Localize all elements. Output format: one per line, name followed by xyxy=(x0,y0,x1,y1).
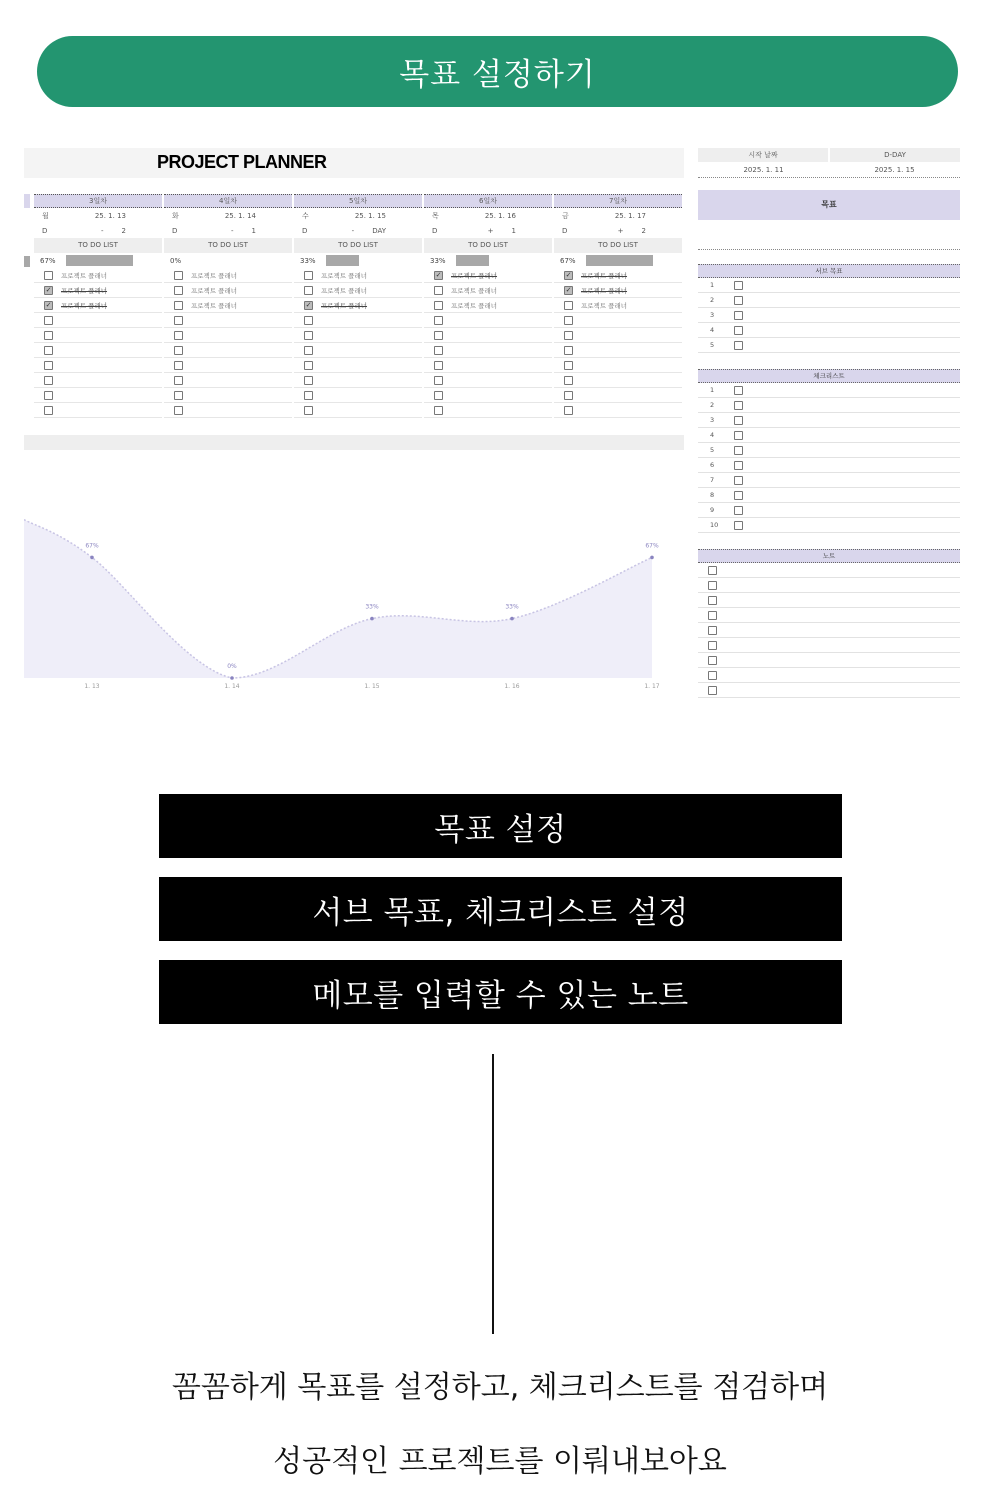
task-checkbox[interactable] xyxy=(44,406,53,415)
task-row xyxy=(424,343,552,358)
header-title: 목표 설정하기 xyxy=(37,36,958,107)
progress-bar xyxy=(66,255,133,266)
task-row xyxy=(164,343,292,358)
side-list-row xyxy=(698,443,960,458)
row-number: 9 xyxy=(710,506,715,514)
chart-area xyxy=(24,520,652,678)
planner-sidebar xyxy=(698,148,960,698)
row-marker xyxy=(24,256,30,267)
task-checkbox[interactable] xyxy=(174,376,183,385)
day-label: 7일차 xyxy=(554,194,682,208)
dday-row xyxy=(294,223,422,238)
row-checkbox[interactable] xyxy=(734,521,743,530)
day-label: 5일차 xyxy=(294,194,422,208)
task-text: 프로젝트 플래너 xyxy=(451,286,498,295)
chart-header-bar xyxy=(24,435,684,450)
d-sign: - xyxy=(351,226,355,235)
task-row xyxy=(424,298,552,313)
d-value: 1 xyxy=(251,226,256,235)
task-text: 프로젝트 플래너 xyxy=(61,301,108,310)
checklist-list xyxy=(698,383,960,533)
task-checkbox[interactable] xyxy=(44,361,53,370)
task-checkbox[interactable] xyxy=(304,271,313,280)
task-checkbox[interactable] xyxy=(304,331,313,340)
task-text: 프로젝트 플래너 xyxy=(191,301,238,310)
task-checkbox[interactable] xyxy=(434,361,443,370)
task-row xyxy=(554,388,682,403)
task-checkbox[interactable] xyxy=(564,301,573,310)
day-column xyxy=(34,194,162,418)
task-row xyxy=(294,388,422,403)
row-number: 2 xyxy=(710,401,715,409)
task-row xyxy=(424,388,552,403)
weekday-row xyxy=(424,208,552,223)
dday-row xyxy=(164,223,292,238)
d-value: DAY xyxy=(372,226,386,235)
row-marker xyxy=(24,194,30,208)
row-checkbox[interactable] xyxy=(734,311,743,320)
task-row xyxy=(34,328,162,343)
task-row xyxy=(294,358,422,373)
progress-text: 33% xyxy=(430,256,446,265)
task-checkbox[interactable] xyxy=(174,331,183,340)
task-checkbox[interactable]: ✓ xyxy=(45,285,52,294)
start-date-value: 2025. 1. 11 xyxy=(743,166,784,174)
task-checkbox[interactable] xyxy=(434,331,443,340)
progress-bar xyxy=(326,255,359,266)
task-row xyxy=(424,313,552,328)
task-checkbox[interactable] xyxy=(174,346,183,355)
side-list-row xyxy=(698,623,960,638)
row-number: 2 xyxy=(710,296,715,304)
day-column xyxy=(554,194,682,418)
row-number: 6 xyxy=(710,461,715,469)
progress-row xyxy=(294,253,422,268)
task-row xyxy=(554,268,682,283)
progress-row xyxy=(164,253,292,268)
progress-text: 0% xyxy=(170,256,182,265)
task-row xyxy=(34,373,162,388)
d-label: D xyxy=(562,226,568,235)
task-checkbox[interactable] xyxy=(564,361,573,370)
weekday: 화 xyxy=(172,211,179,220)
planner-title: PROJECT PLANNER xyxy=(157,152,327,172)
todo-list-header: TO DO LIST xyxy=(294,238,422,253)
task-row xyxy=(554,298,682,313)
progress-row xyxy=(554,253,682,268)
side-list-row xyxy=(698,608,960,623)
row-checkbox[interactable] xyxy=(734,491,743,500)
task-row xyxy=(424,328,552,343)
todo-list-header: TO DO LIST xyxy=(164,238,292,253)
d-label: D xyxy=(432,226,438,235)
chart-x-tick-label: 1. 15 xyxy=(364,683,380,690)
task-text: 프로젝트 플래너 xyxy=(581,271,628,280)
task-text: 프로젝트 플래너 xyxy=(321,286,368,295)
side-list-row xyxy=(698,338,960,353)
progress-bar xyxy=(456,255,489,266)
row-number: 1 xyxy=(710,281,715,289)
row-checkbox[interactable] xyxy=(708,656,717,665)
goal-header: 목표 xyxy=(698,190,960,220)
side-list-row xyxy=(698,593,960,608)
task-row xyxy=(164,283,292,298)
day-column xyxy=(424,194,552,418)
row-number: 4 xyxy=(710,431,715,439)
task-checkbox[interactable] xyxy=(174,406,183,415)
side-list-row xyxy=(698,413,960,428)
task-row xyxy=(424,373,552,388)
progress-row xyxy=(34,253,162,268)
task-text: 프로젝트 플래너 xyxy=(61,286,108,295)
task-row xyxy=(34,313,162,328)
task-row xyxy=(294,313,422,328)
chart-x-tick-label: 1. 13 xyxy=(84,683,100,690)
task-row xyxy=(554,358,682,373)
task-row xyxy=(294,373,422,388)
task-text: 프로젝트 플래너 xyxy=(191,286,238,295)
project-planner-preview xyxy=(24,148,964,708)
day-label: 4일차 xyxy=(164,194,292,208)
row-checkbox[interactable] xyxy=(734,461,743,470)
d-label: D xyxy=(172,226,178,235)
row-checkbox[interactable] xyxy=(708,611,717,620)
chart-point xyxy=(650,556,654,560)
task-row xyxy=(164,358,292,373)
chart-data-label: 0% xyxy=(227,663,237,670)
task-row xyxy=(294,403,422,418)
notes-header: 노트 xyxy=(698,549,960,563)
task-row xyxy=(424,358,552,373)
task-checkbox[interactable] xyxy=(304,316,313,325)
task-checkbox[interactable] xyxy=(304,346,313,355)
task-row xyxy=(294,343,422,358)
chart-x-tick-label: 1. 14 xyxy=(224,683,240,690)
side-list-row xyxy=(698,323,960,338)
d-value: 2 xyxy=(641,226,646,235)
task-row xyxy=(164,313,292,328)
day-label: 3일차 xyxy=(34,194,162,208)
task-checkbox[interactable] xyxy=(434,286,443,295)
side-list-row xyxy=(698,563,960,578)
date: 25. 1. 14 xyxy=(224,211,256,220)
task-row xyxy=(424,283,552,298)
task-checkbox[interactable] xyxy=(44,271,53,280)
side-list-row xyxy=(698,308,960,323)
weekday-row xyxy=(294,208,422,223)
chart-data-label: 67% xyxy=(645,542,659,550)
row-number: 5 xyxy=(710,446,715,454)
side-list-row xyxy=(698,458,960,473)
d-value-group xyxy=(488,227,516,235)
chart-x-tick-label: 1. 16 xyxy=(504,683,520,690)
d-label: D xyxy=(42,226,48,235)
task-row xyxy=(34,283,162,298)
side-list-row xyxy=(698,383,960,398)
task-row xyxy=(164,268,292,283)
chart-data-label: 33% xyxy=(365,603,379,611)
task-row xyxy=(164,373,292,388)
task-row xyxy=(294,328,422,343)
task-text: 프로젝트 플래너 xyxy=(321,271,368,280)
chart-data-label: 33% xyxy=(505,603,519,611)
row-number: 3 xyxy=(710,416,715,424)
row-checkbox[interactable] xyxy=(708,596,717,605)
task-checkbox[interactable] xyxy=(434,316,443,325)
task-checkbox[interactable] xyxy=(434,406,443,415)
task-checkbox[interactable] xyxy=(564,406,573,415)
task-row xyxy=(34,298,162,313)
todo-list-header: TO DO LIST xyxy=(424,238,552,253)
subgoal-header: 서브 목표 xyxy=(698,264,960,278)
row-checkbox[interactable] xyxy=(734,296,743,305)
side-list-row xyxy=(698,653,960,668)
task-checkbox[interactable]: ✓ xyxy=(45,300,52,309)
task-text: 프로젝트 플래너 xyxy=(451,271,498,280)
task-row xyxy=(554,373,682,388)
dday-row xyxy=(34,223,162,238)
d-sign: + xyxy=(617,226,624,235)
side-list-row xyxy=(698,398,960,413)
weekday: 수 xyxy=(302,211,309,220)
side-list-row xyxy=(698,503,960,518)
task-checkbox[interactable] xyxy=(44,331,53,340)
task-checkbox[interactable] xyxy=(174,316,183,325)
task-row xyxy=(164,328,292,343)
progress-text: 67% xyxy=(40,256,56,265)
date: 25. 1. 13 xyxy=(94,211,126,220)
task-text: 프로젝트 플래너 xyxy=(581,286,628,295)
progress-text: 33% xyxy=(300,256,316,265)
d-label: D xyxy=(302,226,308,235)
row-number: 1 xyxy=(710,386,715,394)
task-checkbox[interactable] xyxy=(44,391,53,400)
side-list-row xyxy=(698,293,960,308)
start-date-label: 시작 날짜 xyxy=(698,148,828,162)
task-checkbox[interactable] xyxy=(434,301,443,310)
task-text: 프로젝트 플래너 xyxy=(451,301,498,310)
divider-line xyxy=(492,1054,494,1334)
weekday-row xyxy=(554,208,682,223)
side-list-row xyxy=(698,578,960,593)
task-checkbox[interactable] xyxy=(44,376,53,385)
side-list-row xyxy=(698,668,960,683)
row-checkbox[interactable] xyxy=(734,281,743,290)
date: 25. 1. 17 xyxy=(614,211,646,220)
task-text: 프로젝트 플래너 xyxy=(581,301,628,310)
chart-point xyxy=(230,676,234,680)
task-text: 프로젝트 플래너 xyxy=(61,271,108,280)
task-checkbox[interactable] xyxy=(174,301,183,310)
side-list-row xyxy=(698,488,960,503)
side-list-row xyxy=(698,473,960,488)
task-row xyxy=(34,403,162,418)
task-row xyxy=(294,268,422,283)
task-row xyxy=(34,358,162,373)
task-checkbox[interactable] xyxy=(174,391,183,400)
chart-x-tick-label: 1. 17 xyxy=(644,683,660,690)
task-row xyxy=(424,403,552,418)
planner-title-bar xyxy=(24,148,684,178)
weekday: 금 xyxy=(562,211,569,220)
d-value: 2 xyxy=(121,226,126,235)
task-row xyxy=(34,388,162,403)
checklist-header: 체크리스트 xyxy=(698,369,960,383)
row-checkbox[interactable] xyxy=(734,386,743,395)
chart-point xyxy=(90,556,94,560)
task-checkbox[interactable] xyxy=(434,391,443,400)
task-row xyxy=(294,298,422,313)
task-checkbox[interactable] xyxy=(304,361,313,370)
task-row xyxy=(554,328,682,343)
task-row xyxy=(164,403,292,418)
row-checkbox[interactable] xyxy=(708,686,717,695)
side-list-row xyxy=(698,638,960,653)
task-checkbox[interactable]: ✓ xyxy=(565,285,572,294)
subgoal-list xyxy=(698,278,960,353)
day-column xyxy=(294,194,422,418)
row-number: 3 xyxy=(710,311,715,319)
task-checkbox[interactable] xyxy=(304,406,313,415)
task-checkbox[interactable]: ✓ xyxy=(565,270,572,279)
task-row xyxy=(554,283,682,298)
todo-list-header: TO DO LIST xyxy=(554,238,682,253)
feature-subgoal-checklist: 서브 목표, 체크리스트 설정 xyxy=(159,877,842,941)
row-checkbox[interactable] xyxy=(708,641,717,650)
row-checkbox[interactable] xyxy=(708,626,717,635)
weekday: 월 xyxy=(42,211,49,220)
row-checkbox[interactable] xyxy=(734,341,743,350)
feature-notes: 메모를 입력할 수 있는 노트 xyxy=(159,960,842,1024)
progress-area-chart xyxy=(24,468,684,693)
d-value: 1 xyxy=(511,226,516,235)
side-list-row xyxy=(698,518,960,533)
task-checkbox[interactable]: ✓ xyxy=(305,300,312,309)
task-checkbox[interactable] xyxy=(304,376,313,385)
row-checkbox[interactable] xyxy=(734,446,743,455)
task-row xyxy=(554,343,682,358)
date: 25. 1. 15 xyxy=(354,211,386,220)
weekday: 목 xyxy=(432,211,439,220)
task-row xyxy=(164,298,292,313)
row-checkbox[interactable] xyxy=(734,506,743,515)
task-checkbox[interactable] xyxy=(174,361,183,370)
d-sign: - xyxy=(231,226,234,235)
task-checkbox[interactable] xyxy=(434,376,443,385)
task-checkbox[interactable] xyxy=(564,316,573,325)
task-checkbox[interactable] xyxy=(564,391,573,400)
row-number: 5 xyxy=(710,341,715,349)
task-row xyxy=(554,313,682,328)
row-checkbox[interactable] xyxy=(734,401,743,410)
progress-row xyxy=(424,253,552,268)
row-checkbox[interactable] xyxy=(708,581,717,590)
task-checkbox[interactable] xyxy=(564,331,573,340)
side-list-row xyxy=(698,683,960,698)
dday-row xyxy=(554,223,682,238)
day-column xyxy=(164,194,292,418)
task-checkbox[interactable] xyxy=(564,376,573,385)
dday-value: 2025. 1. 15 xyxy=(874,166,915,174)
todo-list-header: TO DO LIST xyxy=(34,238,162,253)
task-row xyxy=(294,283,422,298)
task-checkbox[interactable] xyxy=(174,271,183,280)
task-checkbox[interactable] xyxy=(564,346,573,355)
chart-point xyxy=(510,617,514,621)
d-sign: - xyxy=(101,226,104,235)
d-value-group xyxy=(101,227,126,235)
task-checkbox[interactable] xyxy=(304,286,313,295)
row-checkbox[interactable] xyxy=(734,476,743,485)
row-number: 10 xyxy=(710,521,719,529)
d-value-group xyxy=(618,227,646,235)
dday-row xyxy=(424,223,552,238)
row-number: 8 xyxy=(710,491,715,499)
d-value-group xyxy=(352,227,386,235)
task-row xyxy=(34,343,162,358)
row-checkbox[interactable] xyxy=(734,431,743,440)
row-number: 7 xyxy=(710,476,715,484)
chart-data-label: 67% xyxy=(85,542,99,550)
task-checkbox[interactable] xyxy=(174,286,183,295)
task-row xyxy=(424,268,552,283)
side-list-row xyxy=(698,278,960,293)
weekday-row xyxy=(34,208,162,223)
chart-point xyxy=(370,617,374,621)
side-list-row xyxy=(698,428,960,443)
row-number: 4 xyxy=(710,326,715,334)
day-label: 6일차 xyxy=(424,194,552,208)
caption-line-2: 성공적인 프로젝트를 이뤄내보아요 xyxy=(273,1444,727,1479)
task-row xyxy=(554,403,682,418)
task-checkbox[interactable] xyxy=(434,346,443,355)
row-checkbox[interactable] xyxy=(708,671,717,680)
caption-line-1: 꼼꼼하게 목표를 설정하고, 체크리스트를 점검하며 xyxy=(171,1370,829,1405)
weekday-row xyxy=(164,208,292,223)
task-checkbox[interactable] xyxy=(304,391,313,400)
task-checkbox[interactable] xyxy=(44,346,53,355)
task-text: 프로젝트 플래너 xyxy=(191,271,238,280)
task-checkbox[interactable]: ✓ xyxy=(435,270,442,279)
date: 25. 1. 16 xyxy=(484,211,516,220)
feature-goal-setting: 목표 설정 xyxy=(159,794,842,858)
d-value-group xyxy=(231,227,256,235)
progress-text: 67% xyxy=(560,256,576,265)
goal-input[interactable] xyxy=(698,220,960,250)
dday-label: D-DAY xyxy=(830,148,960,162)
task-checkbox[interactable] xyxy=(44,316,53,325)
d-sign: + xyxy=(487,226,494,235)
task-text: 프로젝트 플래너 xyxy=(321,301,368,310)
progress-bar xyxy=(586,255,653,266)
row-checkbox[interactable] xyxy=(734,326,743,335)
row-checkbox[interactable] xyxy=(734,416,743,425)
row-checkbox[interactable] xyxy=(708,566,717,575)
task-row xyxy=(164,388,292,403)
task-row xyxy=(34,268,162,283)
notes-list xyxy=(698,563,960,698)
